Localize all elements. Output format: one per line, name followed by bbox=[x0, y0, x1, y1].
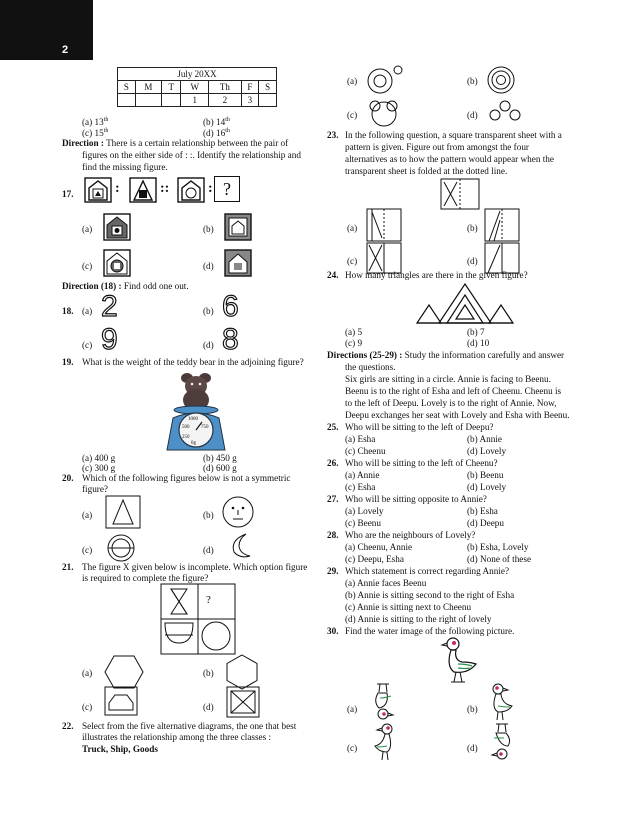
q22-option-c-label: (c) bbox=[347, 110, 358, 120]
calendar-cell bbox=[135, 94, 162, 107]
calendar-day: Th bbox=[209, 81, 241, 94]
q29-option-b: (b) Annie is sitting second to the right of Esha bbox=[345, 590, 515, 600]
q22-number: 22. bbox=[62, 721, 74, 731]
q20-option-d-label: (d) bbox=[203, 545, 214, 555]
weighing-scale-figure bbox=[155, 370, 245, 455]
q29-option-d: (d) Annie is sitting to the right of lovely bbox=[345, 614, 492, 624]
bird-icon bbox=[440, 636, 480, 686]
q27-option-b: (b) Esha bbox=[467, 506, 498, 516]
q30-option-a-label: (a) bbox=[347, 704, 358, 714]
q23-option-b-figure bbox=[484, 208, 520, 242]
q21-option-b-label: (b) bbox=[203, 668, 214, 678]
calendar-cell: 1 bbox=[181, 94, 209, 107]
q21-number: 21. bbox=[62, 562, 74, 572]
direction-17-line2: figures on the either side of : :. Identify the relationship and bbox=[82, 150, 301, 160]
q23-option-a-figure bbox=[366, 208, 402, 242]
q23-question-line3: alternatives as to how the pattern would appear when the bbox=[345, 154, 554, 164]
q24-option-d: (d) 10 bbox=[467, 338, 490, 348]
page-number-tab bbox=[0, 0, 93, 60]
scale-label-1000: 1000 bbox=[188, 417, 198, 422]
q30-option-b-label: (b) bbox=[467, 704, 478, 714]
direction-25-line6: Deepu exchanges her seat with Lovely and Esha with Beenu. bbox=[345, 410, 570, 420]
q22-option-a-figure bbox=[366, 64, 406, 96]
q25-option-b: (b) Annie bbox=[467, 434, 502, 444]
q27-option-c: (c) Beenu bbox=[345, 518, 381, 528]
q22-option-c-figure bbox=[366, 98, 406, 128]
calendar-cell bbox=[162, 94, 181, 107]
q18-option-a-label: (a) bbox=[82, 306, 93, 316]
q18-option-b-digit: 6 bbox=[222, 290, 239, 323]
q25-number: 25. bbox=[327, 422, 339, 432]
q23-question-line1: In the following question, a square transparent sheet with a bbox=[345, 130, 562, 140]
q21-question-line1: The figure X given below is incomplete. Which option figure bbox=[82, 562, 308, 572]
scale-label-0g: 0g bbox=[191, 441, 196, 446]
q24-option-b: (b) 7 bbox=[467, 327, 485, 337]
q30-question: Find the water image of the following picture. bbox=[345, 626, 515, 636]
q17-option-d-figure bbox=[224, 249, 252, 277]
q23-option-a-label: (a) bbox=[347, 223, 358, 233]
q24-option-a: (a) 5 bbox=[345, 327, 363, 337]
q21-figure-x-grid bbox=[160, 583, 236, 655]
q24-question: How many triangles are there in the given figure? bbox=[345, 270, 528, 280]
calendar-title: July 20XX bbox=[118, 68, 277, 81]
q22-option-b-figure bbox=[486, 64, 518, 96]
q29-option-c: (c) Annie is sitting next to Cheenu bbox=[345, 602, 472, 612]
q20-option-c-label: (c) bbox=[82, 545, 93, 555]
bird-icon bbox=[486, 722, 516, 762]
q16-option-c: (c) 15th bbox=[82, 128, 109, 139]
q27-option-d: (d) Deepu bbox=[467, 518, 504, 528]
q20-question-line1: Which of the following figures below is not a symmetric bbox=[82, 473, 291, 483]
q22-question-line2: illustrates the relationship among the three classes : bbox=[82, 732, 272, 742]
q24-triangles-figure bbox=[415, 282, 515, 326]
direction-25-line4: Beenu is to the right of Esha and left of Cheenu. Cheenu is bbox=[345, 386, 562, 396]
q27-number: 27. bbox=[327, 494, 339, 504]
q18-option-d-label: (d) bbox=[203, 340, 214, 350]
q22-classes: Truck, Ship, Goods bbox=[82, 744, 158, 754]
direction-17-line1: Direction : There is a certain relationship between the pair of bbox=[62, 138, 289, 148]
calendar-day: F bbox=[241, 81, 259, 94]
q25-option-a: (a) Esha bbox=[345, 434, 376, 444]
q16-option-d: (d) 16th bbox=[203, 128, 230, 139]
q17-separator: : bbox=[115, 181, 120, 196]
q18-option-b-label: (b) bbox=[203, 306, 214, 316]
q16-option-b: (b) 14th bbox=[203, 117, 230, 128]
q26-option-d: (d) Lovely bbox=[467, 482, 507, 492]
q27-question: Who will be sitting opposite to Annie? bbox=[345, 494, 487, 504]
q25-option-d: (d) Lovely bbox=[467, 446, 507, 456]
q21-option-d-label: (d) bbox=[203, 702, 214, 712]
q20-question-line2: figure? bbox=[82, 484, 109, 494]
calendar-day: S bbox=[118, 81, 136, 94]
q22-option-a-label: (a) bbox=[347, 76, 358, 86]
q21-option-a-label: (a) bbox=[82, 668, 93, 678]
q17-option-b-label: (b) bbox=[203, 224, 214, 234]
q22-option-d-label: (d) bbox=[467, 110, 478, 120]
calendar-cell bbox=[118, 94, 136, 107]
q18-option-c-digit: 9 bbox=[101, 323, 118, 356]
q22-option-d-figure bbox=[489, 100, 521, 122]
q19-option-d: (d) 600 g bbox=[203, 463, 237, 473]
q28-question: Who are the neighbours of Lovely? bbox=[345, 530, 476, 540]
q17-option-a-label: (a) bbox=[82, 224, 93, 234]
calendar-day: W bbox=[181, 81, 209, 94]
calendar-day: M bbox=[135, 81, 162, 94]
direction-25-line2: the questions. bbox=[345, 362, 396, 372]
q17-double-separator: :: bbox=[160, 181, 170, 196]
q23-number: 23. bbox=[327, 130, 339, 140]
q23-option-b-label: (b) bbox=[467, 223, 478, 233]
q29-number: 29. bbox=[327, 566, 339, 576]
q28-number: 28. bbox=[327, 530, 339, 540]
q20-option-b-label: (b) bbox=[203, 510, 214, 520]
q18-option-c-label: (c) bbox=[82, 340, 93, 350]
q17-option-d-label: (d) bbox=[203, 261, 214, 271]
q17-question-box: ? bbox=[214, 176, 240, 202]
q21-question-line2: is required to complete the figure? bbox=[82, 573, 209, 583]
q18-number: 18. bbox=[62, 306, 74, 316]
calendar-day: S bbox=[259, 81, 277, 94]
q28-option-b: (b) Esha, Lovely bbox=[467, 542, 529, 552]
q17-option-a-figure bbox=[103, 213, 131, 241]
calendar-cell: 3 bbox=[241, 94, 259, 107]
q20-option-a-label: (a) bbox=[82, 510, 93, 520]
q28-option-a: (a) Cheenu, Annie bbox=[345, 542, 413, 552]
q21-option-c-figure bbox=[104, 686, 138, 716]
direction-25-line5: to the left of Deepu. Lovely is to the right of Annie. Now, bbox=[345, 398, 557, 408]
direction-25-line1: Directions (25-29) : Study the information carefully and answer bbox=[327, 350, 565, 360]
q17-option-c-label: (c) bbox=[82, 261, 93, 271]
calendar-cell bbox=[259, 94, 277, 107]
q19-number: 19. bbox=[62, 357, 74, 367]
q19-option-c: (c) 300 g bbox=[82, 463, 116, 473]
q17-separator: : bbox=[208, 181, 213, 196]
calendar-cell: 2 bbox=[209, 94, 241, 107]
q29-option-a: (a) Annie faces Beenu bbox=[345, 578, 427, 588]
direction-17-line3: find the missing figure. bbox=[82, 162, 168, 172]
q23-option-c-label: (c) bbox=[347, 256, 358, 266]
q21-option-a-figure bbox=[104, 654, 144, 690]
q20-number: 20. bbox=[62, 473, 74, 483]
scale-label-500: 500 bbox=[182, 425, 190, 430]
q20-option-d-figure bbox=[228, 532, 252, 560]
q20-option-a-figure bbox=[105, 495, 141, 529]
q23-option-d-label: (d) bbox=[467, 256, 478, 266]
q18-option-a-digit: 2 bbox=[101, 290, 118, 323]
q26-number: 26. bbox=[327, 458, 339, 468]
q17-number: 17. bbox=[62, 189, 74, 199]
q26-option-b: (b) Beenu bbox=[467, 470, 504, 480]
q26-option-a: (a) Annie bbox=[345, 470, 380, 480]
calendar-day: T bbox=[162, 81, 181, 94]
q25-question: Who will be sitting to the left of Deepu? bbox=[345, 422, 494, 432]
q21-option-b-figure bbox=[226, 654, 258, 690]
q19-option-b: (b) 450 g bbox=[203, 453, 237, 463]
q23-question-line4: transparent sheet is folded at the dotted line. bbox=[345, 166, 508, 176]
q20-option-b-figure bbox=[222, 496, 254, 528]
q21-option-c-label: (c) bbox=[82, 702, 93, 712]
q17-option-c-figure bbox=[103, 249, 131, 277]
q29-question: Which statement is correct regarding Annie? bbox=[345, 566, 510, 576]
bird-icon bbox=[369, 722, 399, 762]
q30-option-d-label: (d) bbox=[467, 743, 478, 753]
calendar-table bbox=[117, 67, 277, 107]
scale-label-250: 250 bbox=[182, 435, 190, 440]
q28-option-c: (c) Deepu, Esha bbox=[345, 554, 404, 564]
q22-option-b-label: (b) bbox=[467, 76, 478, 86]
q23-question-line2: pattern is given. Figure out from amongst the four bbox=[345, 142, 529, 152]
q23-transparent-sheet bbox=[440, 178, 480, 210]
q16-option-a: (a) 13th bbox=[82, 117, 109, 128]
q19-option-a: (a) 400 g bbox=[82, 453, 116, 463]
bird-icon bbox=[369, 682, 399, 722]
q25-option-c: (c) Cheenu bbox=[345, 446, 386, 456]
q21-question-mark: ? bbox=[206, 594, 211, 606]
q30-option-c-label: (c) bbox=[347, 743, 358, 753]
q24-number: 24. bbox=[327, 270, 339, 280]
bird-icon bbox=[486, 682, 516, 722]
q17-option-b-figure bbox=[224, 213, 252, 241]
q26-question: Who will be sitting to the left of Cheenu? bbox=[345, 458, 498, 468]
page-number: 2 bbox=[62, 44, 69, 56]
q20-option-c-figure bbox=[106, 533, 136, 563]
q26-option-c: (c) Esha bbox=[345, 482, 376, 492]
q27-option-a: (a) Lovely bbox=[345, 506, 384, 516]
q22-question-line1: Select from the five alternative diagrams, the one that best bbox=[82, 721, 297, 731]
q18-option-d-digit: 8 bbox=[222, 323, 239, 356]
q19-question: What is the weight of the teddy bear in the adjoining figure? bbox=[82, 357, 304, 367]
scale-label-750: 750 bbox=[201, 425, 209, 430]
q21-option-d-figure bbox=[226, 686, 260, 718]
direction-18: Direction (18) : Find odd one out. bbox=[62, 281, 189, 291]
q30-number: 30. bbox=[327, 626, 339, 636]
q28-option-d: (d) None of these bbox=[467, 554, 532, 564]
direction-25-line3: Six girls are sitting in a circle. Annie is facing to Beenu. bbox=[345, 374, 551, 384]
q24-option-c: (c) 9 bbox=[345, 338, 363, 348]
